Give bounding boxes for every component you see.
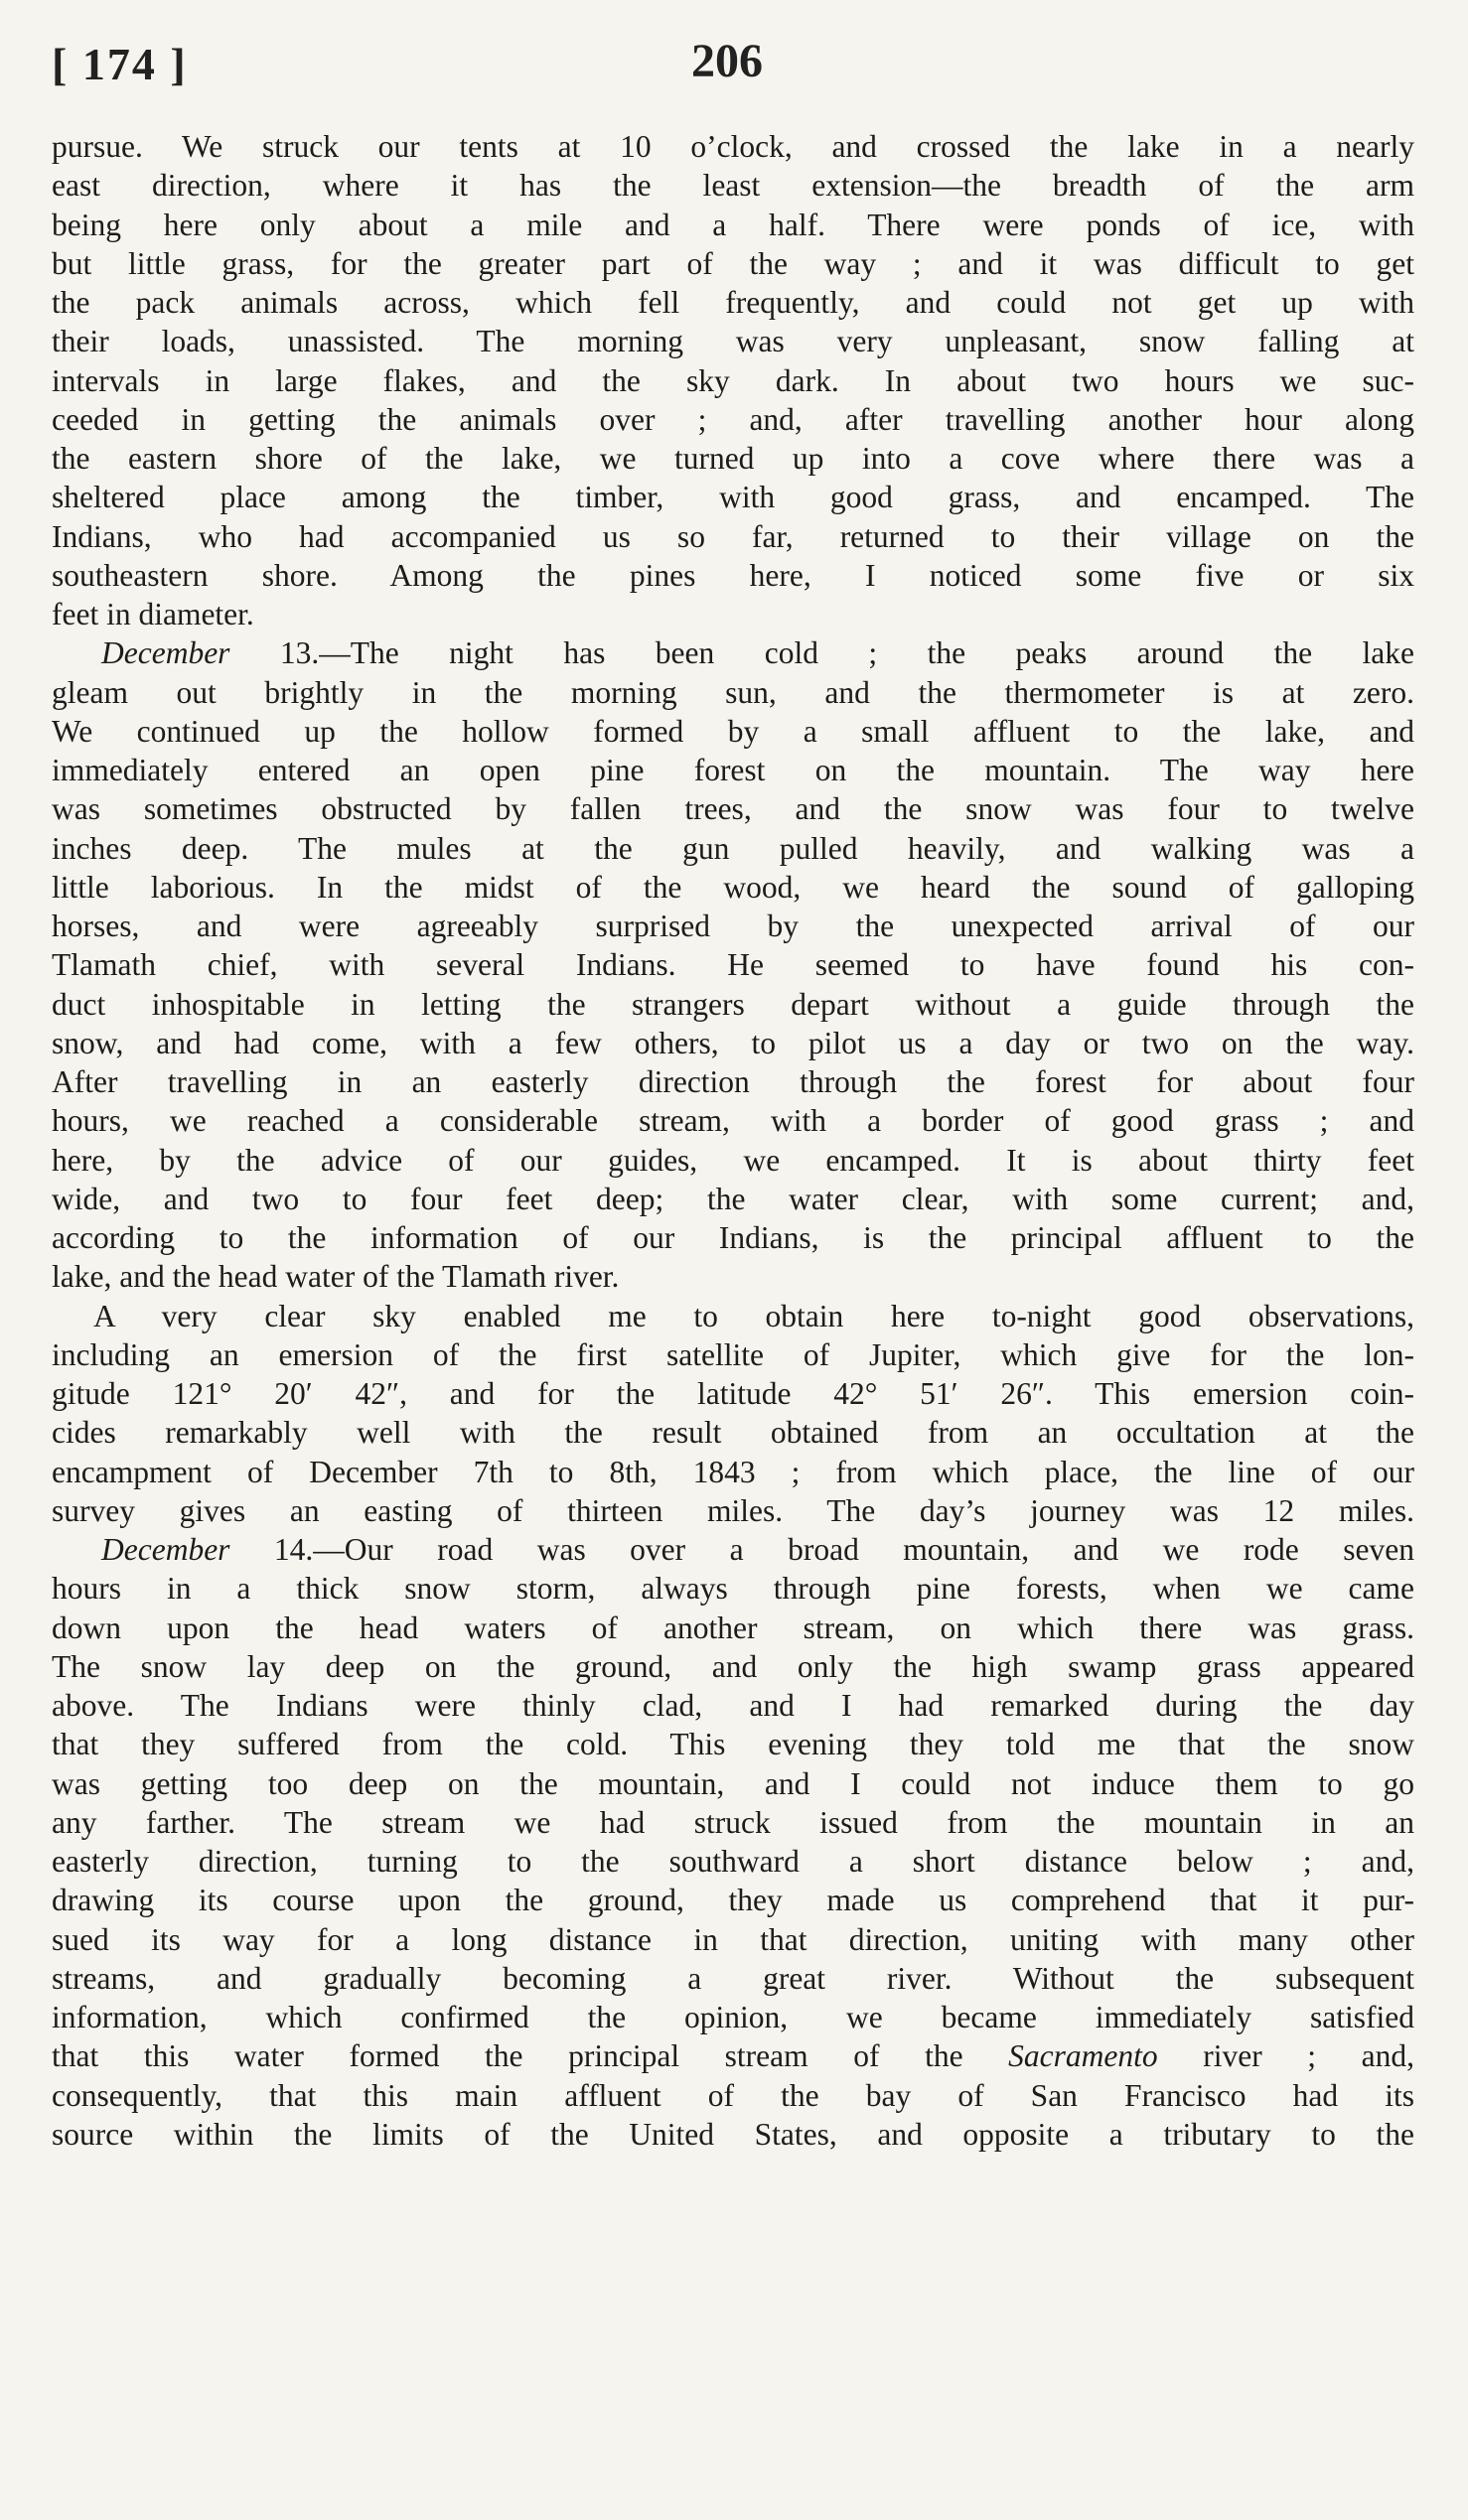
text-line: intervals in large flakes, and the sky dark. In about two hours we suc-: [52, 362, 1414, 398]
text-line: little laborious. In the midst of the wood, we heard the sound of galloping: [52, 869, 1414, 905]
text-line: hours in a thick snow storm, always through pine forests, when we came: [52, 1571, 1414, 1607]
text-line: gitude 121° 20′ 42″, and for the latitude 42° 51′ 26″. This emersion coin-: [52, 1376, 1414, 1411]
text-line: their loads, unassisted. The morning was very unpleasant, snow falling at: [52, 324, 1414, 359]
text-line: survey gives an easting of thirteen miles. The day’s journey was 12 miles.: [52, 1492, 1414, 1528]
text-line: streams, and gradually becoming a great river. Without the subsequent: [52, 1960, 1414, 1996]
text-line: the pack animals across, which fell frequently, and could not get up with: [52, 285, 1414, 320]
text-line: here, by the advice of our guides, we encamped. It is about thirty feet: [52, 1142, 1414, 1178]
text-line: was getting too deep on the mountain, and I could not induce them to go: [52, 1765, 1414, 1801]
text-line: cides remarkably well with the result obtained from an occultation at the: [52, 1415, 1414, 1451]
bracketed-page-number: [ 174 ]: [52, 39, 188, 89]
text-line: the eastern shore of the lake, we turned up into a cove where there was a: [52, 441, 1414, 476]
text-line: any farther. The stream we had struck issued from the mountain in an: [52, 1804, 1414, 1840]
text-line: We continued up the hollow formed by a small affluent to the lake, and: [52, 713, 1414, 749]
text-line: The snow lay deep on the ground, and only the high swamp grass appeared: [52, 1648, 1414, 1684]
text-line: hours, we reached a considerable stream, with a border of good grass ; and: [52, 1103, 1414, 1139]
text-line: including an emersion of the first satellite of Jupiter, which give for the lon-: [52, 1336, 1414, 1372]
text-line: feet in diameter.: [52, 597, 254, 631]
text-line: immediately entered an open pine forest on the mountain. The way here: [52, 753, 1414, 787]
text-line: consequently, that this main affluent of the bay of San Francisco had its: [52, 2077, 1414, 2113]
text-line: ceeded in getting the animals over ; and, after travelling another hour along: [52, 401, 1414, 437]
page-header: [52, 35, 1422, 97]
text-line: snow, and had come, with a few others, to pilot us a day or two on the way.: [52, 1025, 1414, 1060]
text-line: southeastern shore. Among the pines here, I noticed some five or six: [52, 557, 1414, 593]
text-line: encampment of December 7th to 8th, 1843 ; from which place, the line of our: [52, 1454, 1414, 1489]
text-line: easterly direction, turning to the southward a short distance below ; and,: [52, 1844, 1414, 1879]
text-line: duct inhospitable in letting the strangers depart without a guide through the: [52, 986, 1414, 1022]
text-line: was sometimes obstructed by fallen trees, and the snow was four to twelve: [52, 791, 1414, 827]
text-line: December 14.—Our road was over a broad mountain, and we rode seven: [101, 1532, 1414, 1567]
text-line: information, which confirmed the opinion, we became immediately satisfied: [52, 2000, 1414, 2034]
text-line: that this water formed the principal stream of the Sacramento river ; and,: [52, 2038, 1414, 2074]
text-line: but little grass, for the greater part of the way ; and it was difficult to get: [52, 245, 1414, 281]
text-line: down upon the head waters of another stream, on which there was grass.: [52, 1610, 1414, 1645]
text-line: source within the limits of the United States, and opposite a tributary to the: [52, 2116, 1414, 2152]
text-line: sued its way for a long distance in that direction, uniting with many other: [52, 1921, 1414, 1957]
text-line: After travelling in an easterly direction through the forest for about four: [52, 1064, 1414, 1099]
text-line: lake, and the head water of the Tlamath river.: [52, 1259, 620, 1295]
text-line: wide, and two to four feet deep; the water clear, with some current; and,: [52, 1181, 1414, 1216]
text-line: pursue. We struck our tents at 10 o’clock, and crossed the lake in a nearly: [52, 129, 1414, 164]
text-line: east direction, where it has the least extension—the breadth of the arm: [52, 168, 1414, 204]
text-line: that they suffered from the cold. This evening they told me that the snow: [52, 1727, 1414, 1762]
text-line: horses, and were agreeably surprised by the unexpected arrival of our: [52, 909, 1414, 943]
text-line: December 13.—The night has been cold ; the peaks around the lake: [101, 635, 1414, 671]
text-line: A very clear sky enabled me to obtain here to-night good observations,: [93, 1298, 1414, 1333]
text-line: sheltered place among the timber, with good grass, and encamped. The: [52, 480, 1414, 515]
page-number: 206: [691, 35, 763, 87]
text-line: Tlamath chief, with several Indians. He seemed to have found his con-: [52, 947, 1414, 983]
text-line: being here only about a mile and a half. There were ponds of ice, with: [52, 207, 1414, 242]
text-line: according to the information of our Indians, is the principal affluent to the: [52, 1220, 1414, 1255]
text-line: gleam out brightly in the morning sun, and the thermometer is at zero.: [52, 674, 1414, 710]
text-line: Indians, who had accompanied us so far, returned to their village on the: [52, 518, 1414, 554]
text-line: above. The Indians were thinly clad, and I had remarked during the day: [52, 1688, 1414, 1723]
text-line: inches deep. The mules at the gun pulled heavily, and walking was a: [52, 830, 1414, 866]
body-text: [52, 127, 1414, 2154]
text-line: drawing its course upon the ground, they made us comprehend that it pur-: [52, 1883, 1414, 1918]
